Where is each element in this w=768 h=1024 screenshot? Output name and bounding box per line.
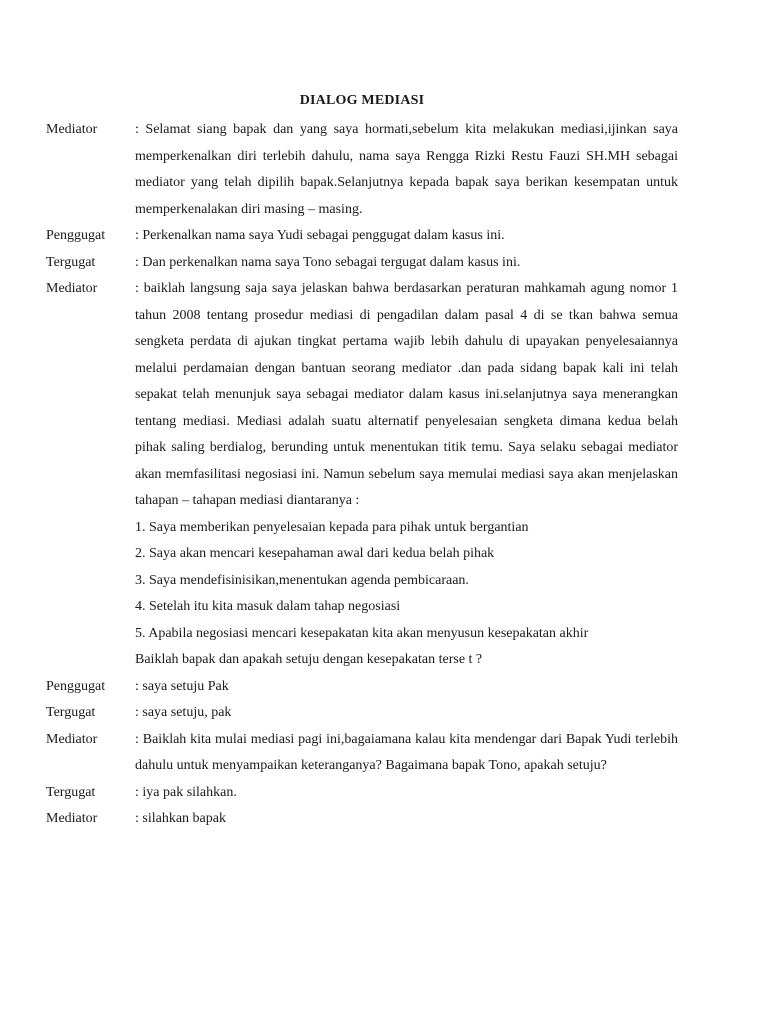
dialog-turn (46, 223, 678, 250)
utterance-text: : saya setuju, pak (135, 705, 232, 720)
dialog-turn (46, 727, 678, 780)
speaker-label: Mediator (46, 122, 98, 137)
utterance (135, 780, 678, 807)
dialog-transcript (46, 117, 678, 833)
stage-list-item: 2. Saya akan mencari kesepahaman awal dari kedua belah pihak (135, 546, 495, 561)
utterance-text: : baiklah langsung saja saya jelaskan bahwa berdasarkan peraturan mahkamah agung nomor 1 tahun 2008 tentang prosedur mediasi di pengadilan dalam pasal 4 di se tkan bahwa semua sengketa perdata di ajukan tingkat pertama wajib lebih dahulu di upayakan penyelesaiannya melalui perdamaian dengan bantuan seorang mediator .dan pada sidang bapak kali ini telah sepakat telah menunjuk saya sebagai mediator dalam kasus ini.selanjutnya saya menerangkan tentang mediasi. Mediasi adalah suatu alternatif penyelesaian sengketa dimana kedua belah pihak saling berdialog, berunding untuk menentukan titik temu. Saya selaku sebagai mediator akan memfasilitasi negosiasi ini. Namun sebelum saya memulai mediasi saya akan menjelaskan tahapan – tahapan mediasi diantaranya : (135, 281, 678, 508)
utterance (135, 223, 678, 250)
utterance-text: : Selamat siang bapak dan yang saya hormati,sebelum kita melakukan mediasi,ijinkan saya memperkenalkan diri terlebih dahulu, nama saya Rengga Rizki Restu Fauzi SH.MH sebagai mediator yang telah dipilih bapak.Selanjutnya kepada bapak saya berikan kesempatan untuk memperkenalakan diri masing – masing. (135, 122, 678, 217)
dialog-turn (46, 780, 678, 807)
utterance (135, 727, 678, 780)
stage-list-item: 3. Saya mendefisinisikan,menentukan agenda pembicaraan. (135, 572, 469, 588)
stage-list-item: 4. Setelah itu kita masuk dalam tahap negosiasi (135, 599, 401, 614)
stage-list-item: 5. Apabila negosiasi mencari kesepakatan kita akan menyusun kesepakatan akhir (135, 625, 589, 641)
speaker-label: Tergugat (46, 705, 96, 720)
stage-list-item: 1. Saya memberikan penyelesaian kepada para pihak untuk bergantian (135, 519, 529, 535)
dialog-turn (46, 117, 678, 223)
speaker-label: Mediator (46, 731, 98, 747)
utterance-text: : saya setuju Pak (135, 678, 229, 694)
utterance (135, 700, 678, 727)
utterance (135, 276, 678, 674)
dialog-turn (46, 700, 678, 727)
utterance-text: : Dan perkenalkan nama saya Tono sebagai tergugat dalam kasus ini. (135, 254, 521, 270)
dialog-turn (46, 806, 678, 833)
utterance-text: : silahkan bapak (135, 811, 226, 826)
utterance (135, 250, 678, 277)
speaker-label: Tergugat (46, 784, 96, 800)
speaker-label: Penggugat (46, 678, 106, 694)
utterance-text: : Baiklah kita mulai mediasi pagi ini,bagaiamana kalau kita mendengar dari Bapak Yudi terlebih dahulu untuk menyampaikan keteranganya? Bagaimana bapak Tono, apakah setuju? (135, 731, 678, 773)
dialog-turn (46, 674, 678, 701)
utterance-text: : iya pak silahkan. (135, 784, 237, 800)
utterance-text: : Perkenalkan nama saya Yudi sebagai penggugat dalam kasus ini. (135, 228, 505, 243)
utterance (135, 674, 678, 701)
speaker-label: Penggugat (46, 228, 106, 243)
dialog-turn (46, 250, 678, 277)
utterance (135, 117, 678, 223)
speaker-label: Mediator (46, 281, 98, 296)
dialog-turn (46, 276, 678, 674)
utterance-closing: Baiklah bapak dan apakah setuju dengan kesepakatan terse t ? (135, 652, 483, 667)
document-title: DIALOG MEDIASI (299, 93, 425, 108)
speaker-label: Tergugat (46, 254, 96, 270)
speaker-label: Mediator (46, 811, 98, 826)
utterance (135, 806, 678, 833)
